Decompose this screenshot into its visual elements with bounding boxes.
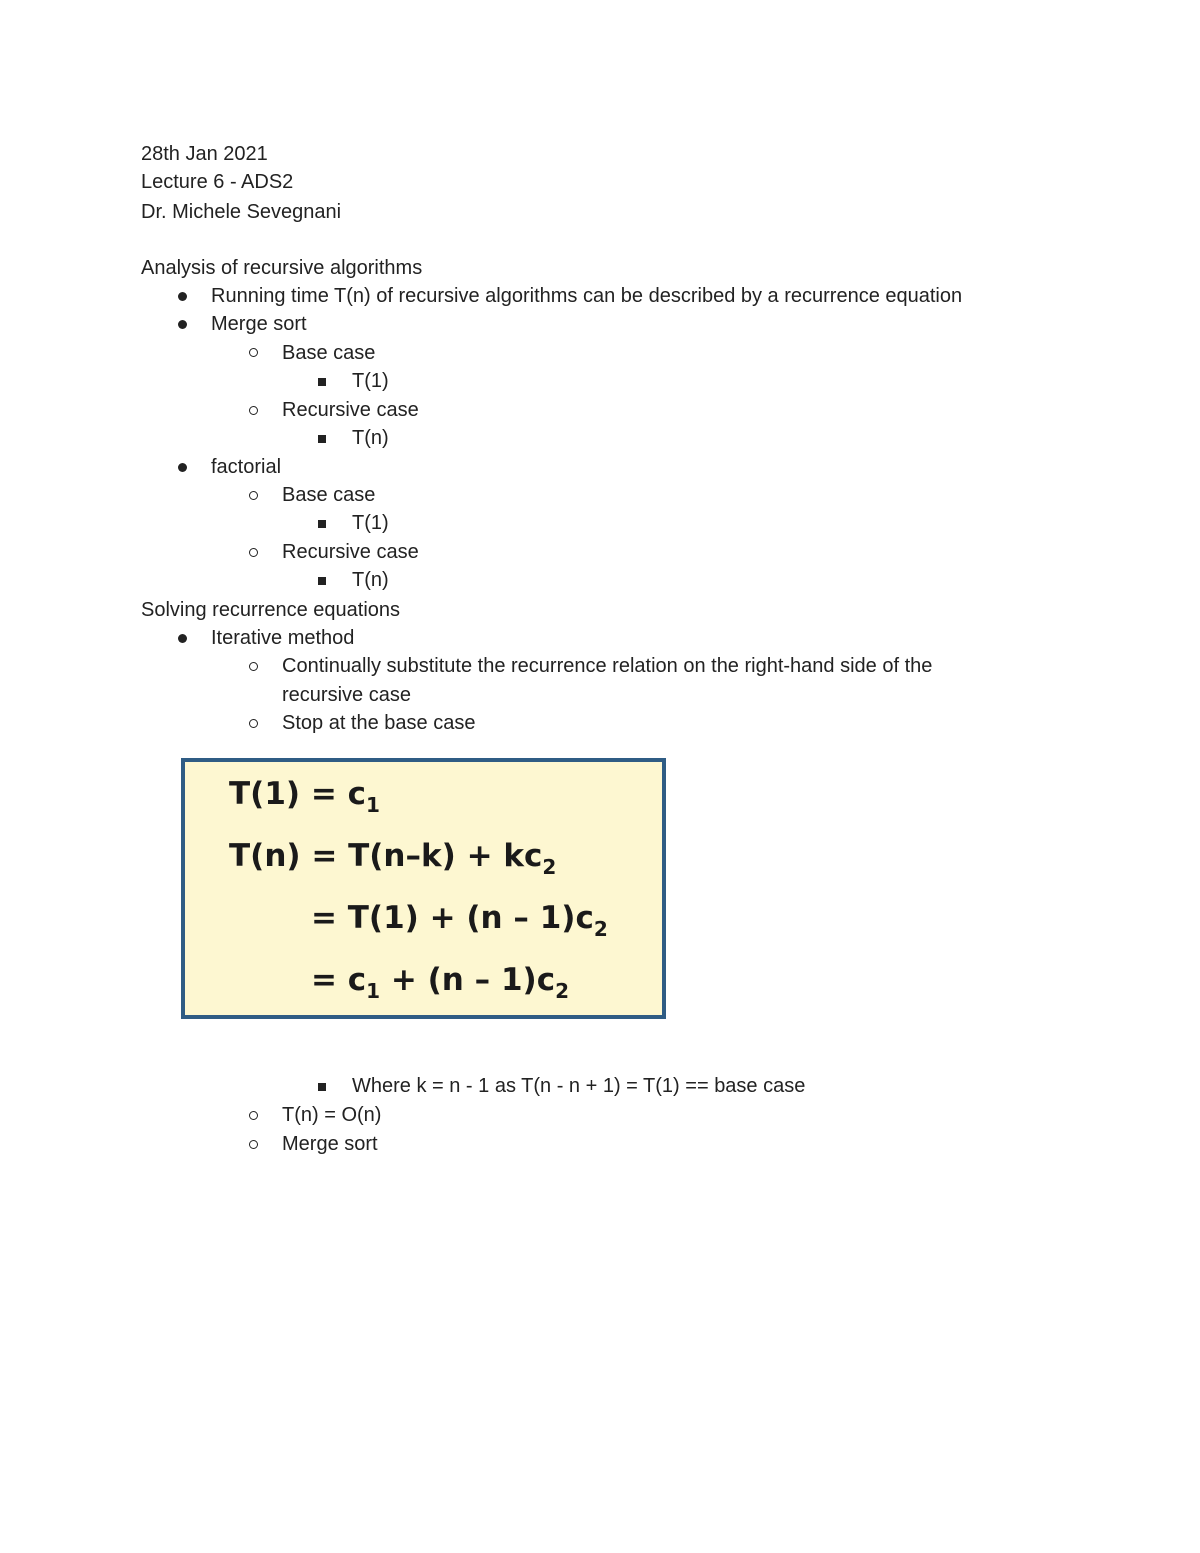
solving-heading: Solving recurrence equations (141, 599, 401, 621)
formula-line-3: = $T(1) + (n - 1)c_2$ (311, 900, 608, 941)
square-bullet-icon (318, 520, 326, 528)
substitute-text-line2: recursive case (282, 684, 411, 706)
hollow-bullet-icon (249, 1111, 258, 1120)
recurrence-formula-box (181, 758, 666, 1019)
hollow-bullet-icon (249, 348, 258, 357)
hollow-bullet-icon (249, 406, 258, 415)
factorial-label: factorial (211, 456, 282, 478)
date: 28th Jan 2021 (141, 143, 268, 165)
hollow-bullet-icon (249, 719, 258, 728)
lecturer-name: Dr. Michele Sevegnani (141, 201, 342, 223)
merge-base-case: Base case (282, 342, 376, 364)
merge-recursive-value: T(n) (352, 427, 389, 449)
bullet-icon (178, 292, 187, 301)
hollow-bullet-icon (249, 1140, 258, 1149)
factorial-base-value: T(1) (352, 512, 389, 534)
running-time-text: Running time T(n) of recursive algorithms can be described by a recurrence equation (211, 285, 963, 307)
square-bullet-icon (318, 1083, 326, 1091)
factorial-recursive-case: Recursive case (282, 541, 419, 563)
where-k-text: Where k = n - 1 as T(n - n + 1) = T(1) == base case (352, 1075, 806, 1097)
hollow-bullet-icon (249, 548, 258, 557)
stop-base-case-text: Stop at the base case (282, 712, 476, 734)
formula-line-1: $T(1) = c_1$ (229, 776, 380, 817)
bullet-icon (178, 634, 187, 643)
substitute-text-line1: Continually substitute the recurrence relation on the right-hand side of the (282, 655, 933, 677)
bullet-icon (178, 463, 187, 472)
merge-sort-solving-label: Merge sort (282, 1133, 378, 1155)
bullet-icon (178, 320, 187, 329)
formula-line-2: $T(n) = T(n-k) + kc_2$ (229, 838, 557, 879)
merge-base-value: T(1) (352, 370, 389, 392)
iterative-method-label: Iterative method (211, 627, 355, 649)
hollow-bullet-icon (249, 491, 258, 500)
analysis-heading: Analysis of recursive algorithms (141, 257, 423, 279)
complexity-text: T(n) = O(n) (282, 1104, 382, 1126)
merge-recursive-case: Recursive case (282, 399, 419, 421)
factorial-base-case: Base case (282, 484, 376, 506)
formula-line-4: = $c_1 + (n - 1)c_2$ (311, 962, 569, 1003)
factorial-recursive-value: T(n) (352, 569, 389, 591)
merge-sort-label: Merge sort (211, 313, 307, 335)
square-bullet-icon (318, 378, 326, 386)
square-bullet-icon (318, 435, 326, 443)
lecture-title: Lecture 6 - ADS2 (141, 171, 294, 193)
square-bullet-icon (318, 577, 326, 585)
hollow-bullet-icon (249, 662, 258, 671)
